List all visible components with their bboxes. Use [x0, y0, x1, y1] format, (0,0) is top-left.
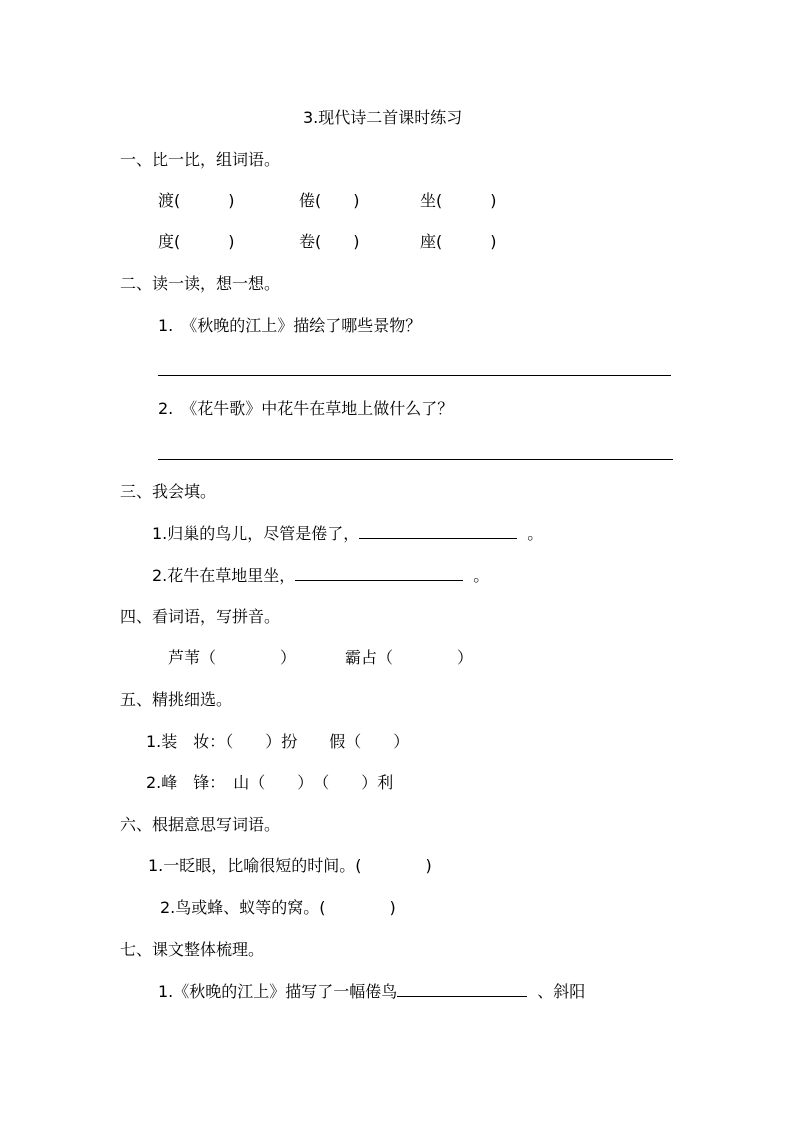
section-3-heading: 三、我会填。	[120, 482, 217, 501]
section-5-heading: 五、精挑细选。	[120, 690, 233, 709]
s3-q2-end: 。	[473, 566, 490, 585]
s5-question-2: 2.峰 锋： 山（ ） （ ）利	[146, 773, 394, 792]
s7-q1-blank[interactable]	[397, 982, 527, 997]
s1-row2-item-3: 座( )	[420, 232, 497, 251]
section-7-heading: 七、课文整体梳理。	[120, 940, 265, 959]
section-1-heading: 一、比一比，组词语。	[120, 150, 281, 169]
s3-q1-end: 。	[527, 524, 544, 543]
s3-q2-text: 2.花牛在草地里坐，	[152, 566, 296, 585]
s3-q2-blank[interactable]	[295, 566, 463, 581]
s7-q1-end: 、斜阳	[537, 982, 586, 1001]
s2-question-2: 2. 《花牛歌》中花牛在草地上做什么了？	[158, 399, 454, 418]
s1-row2-item-1: 度( )	[158, 232, 235, 251]
s7-q1-text: 1.《秋晚的江上》描写了一幅倦鸟	[158, 982, 398, 1001]
section-6-heading: 六、根据意思写词语。	[120, 815, 281, 834]
s3-q1-text: 1.归巢的鸟儿，尽管是倦了，	[152, 524, 360, 543]
s2-answer-line-1[interactable]	[158, 375, 671, 376]
s1-row1-item-1: 渡( )	[158, 191, 235, 210]
s6-question-1: 1.一眨眼，比喻很短的时间。( )	[148, 856, 432, 875]
s1-row1-item-3: 坐( )	[420, 191, 497, 210]
s3-q1-blank[interactable]	[359, 524, 517, 539]
s4-word-1: 芦苇（ ）	[168, 648, 297, 667]
s1-row1-item-2: 倦( )	[299, 191, 360, 210]
s5-question-1: 1.装 妆：（ ）扮 假（ ）	[146, 732, 410, 751]
s2-question-1: 1. 《秋晚的江上》描绘了哪些景物？	[158, 316, 422, 335]
section-2-heading: 二、读一读，想一想。	[120, 274, 281, 293]
s1-row2-item-2: 卷( )	[299, 232, 360, 251]
section-4-heading: 四、看词语，写拼音。	[120, 607, 281, 626]
s6-question-2: 2.鸟或蜂、蚁等的窝。( )	[160, 898, 396, 917]
s4-word-2: 霸占（ ）	[345, 648, 474, 667]
page-title: 3.现代诗二首课时练习	[303, 108, 463, 127]
s2-answer-line-2[interactable]	[158, 459, 673, 460]
